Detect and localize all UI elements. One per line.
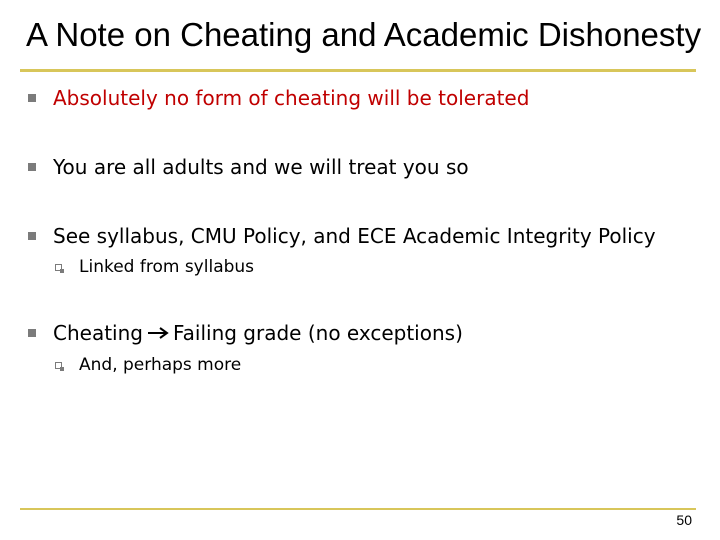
- bullet-item-3: [28, 224, 656, 248]
- sub-bullet-text: And, perhaps more: [79, 355, 242, 375]
- square-bullet-icon: [28, 94, 36, 102]
- square-bullet-icon: [28, 232, 36, 240]
- square-bullet-icon: [28, 163, 36, 171]
- square-bullet-icon: [28, 329, 36, 337]
- bullet-item-1: [28, 86, 529, 110]
- hollow-square-bullet-icon: [55, 264, 62, 271]
- page-number: 50: [676, 512, 692, 528]
- bullet-item-4: [28, 321, 463, 345]
- hollow-square-bullet-icon: [55, 362, 62, 369]
- bullet-item-2: [28, 155, 469, 179]
- arrow-right-icon: [147, 321, 169, 345]
- footer-divider: [20, 508, 696, 510]
- bullet-text: You are all adults and we will treat you so: [53, 155, 469, 179]
- bullet-text-before-arrow: Cheating: [53, 321, 143, 345]
- bullet-text: Absolutely no form of cheating will be tolerated: [53, 86, 530, 110]
- bullet-text-after-arrow: Failing grade (no exceptions): [172, 321, 463, 345]
- slide-title: A Note on Cheating and Academic Dishonesty: [26, 16, 702, 53]
- sub-bullet-item-4: [55, 355, 241, 375]
- title-divider: [20, 69, 696, 72]
- bullet-text: See syllabus, CMU Policy, and ECE Academic Integrity Policy: [53, 224, 656, 248]
- sub-bullet-text: Linked from syllabus: [79, 257, 255, 277]
- sub-bullet-item-3: [55, 257, 254, 277]
